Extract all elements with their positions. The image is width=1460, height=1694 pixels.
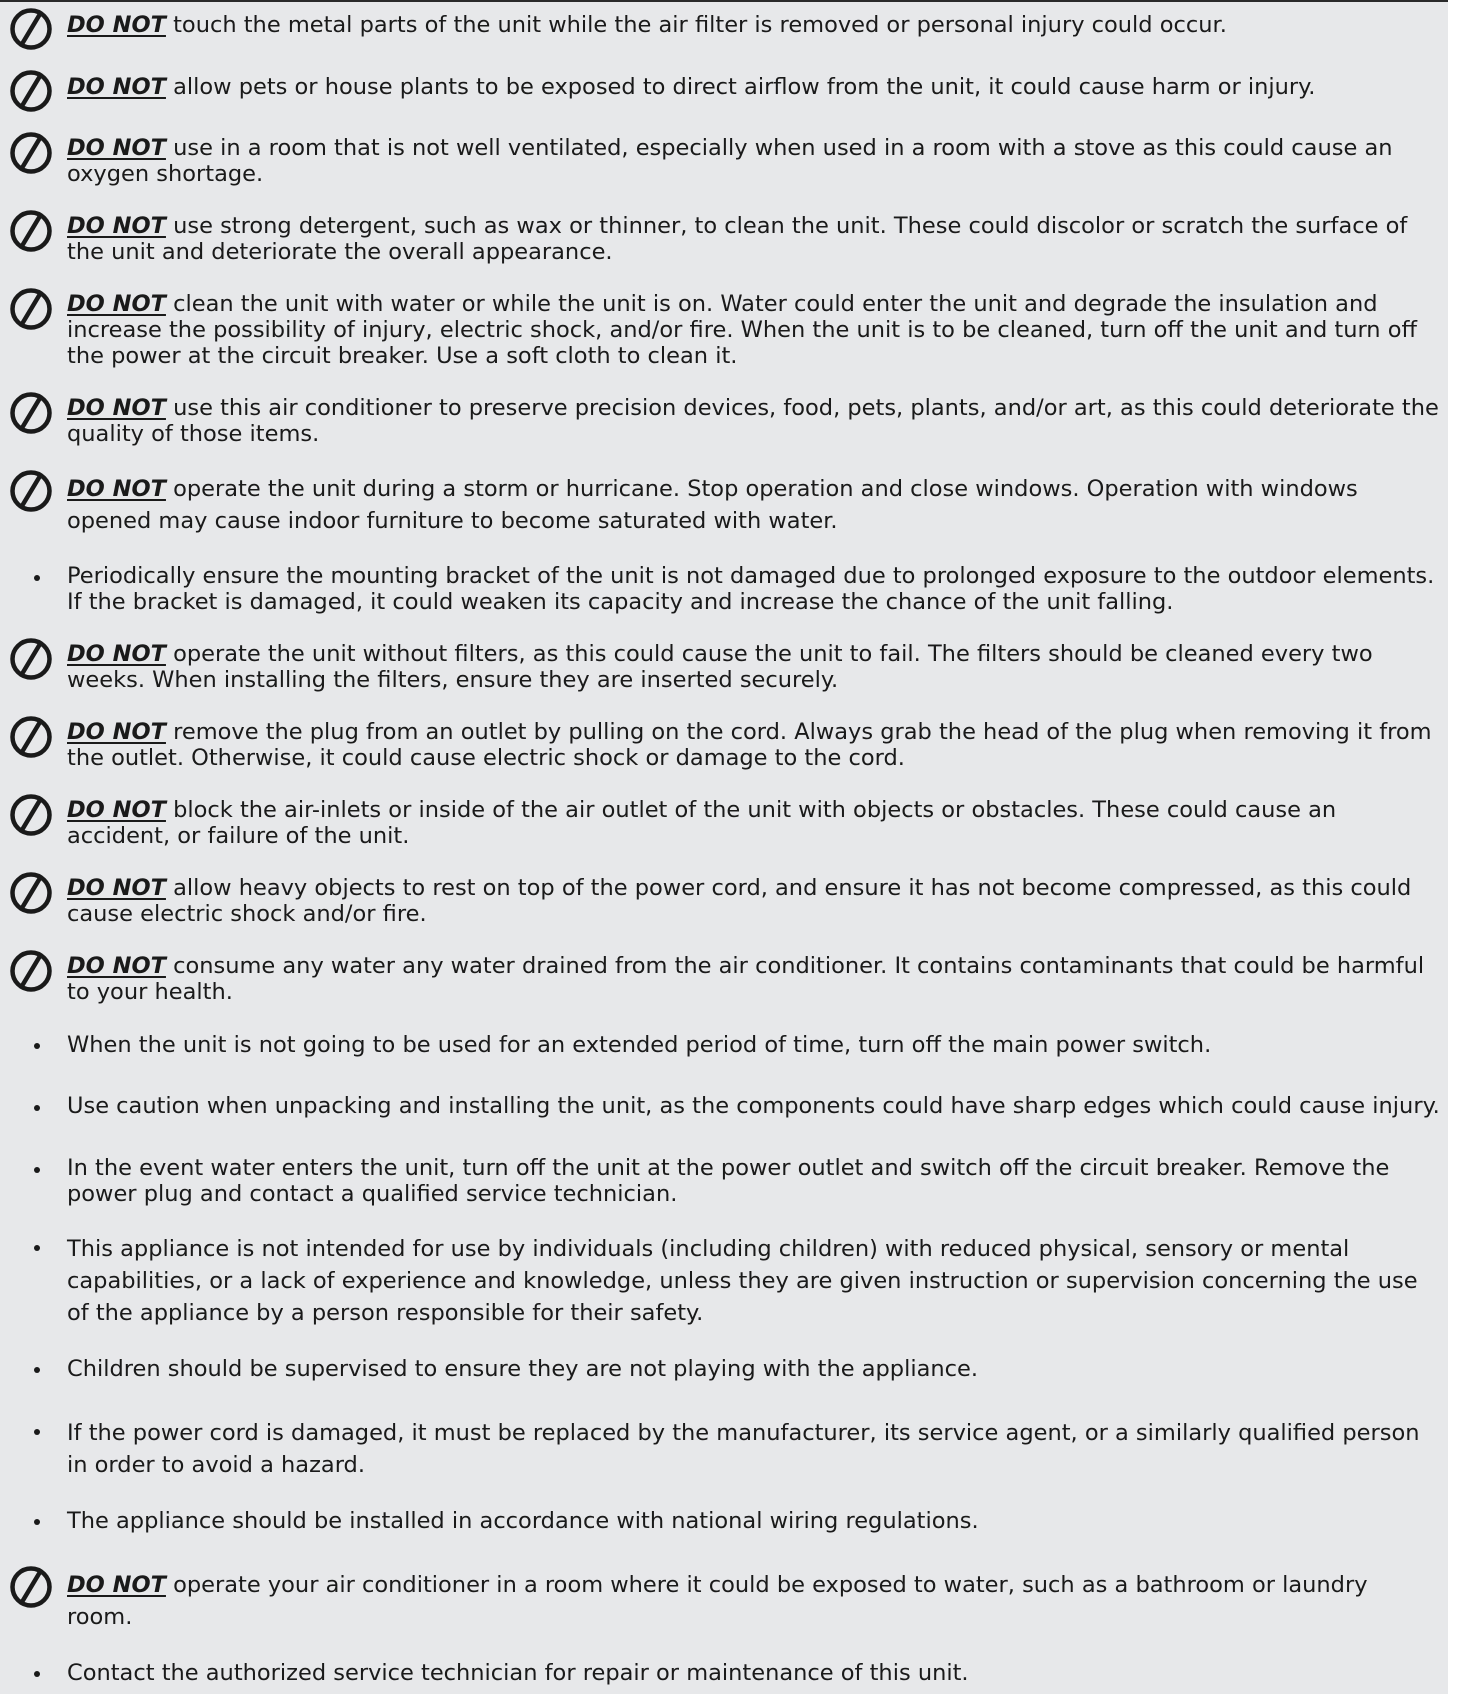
prohibition-icon bbox=[0, 953, 67, 989]
prohibition-item bbox=[0, 875, 1448, 927]
do-not-keyword: DO NOT bbox=[67, 719, 166, 745]
instruction-body: In the event water enters the unit, turn off the unit at the power outlet and switch off the circuit breaker. Remove the power plug and contact a qualified service technician. bbox=[67, 1155, 1390, 1207]
instruction-text bbox=[67, 11, 1448, 39]
bullet-item bbox=[0, 1507, 1448, 1543]
bullet-dot-icon bbox=[0, 1031, 67, 1067]
instruction-text bbox=[67, 291, 1448, 369]
bullet-item bbox=[0, 1155, 1448, 1207]
instruction-body: Use caution when unpacking and installing the unit, as the components could have sharp edges which could cause injury. bbox=[67, 1093, 1440, 1119]
prohibition-item bbox=[0, 73, 1448, 109]
bullet-dot-icon bbox=[0, 1355, 67, 1391]
instruction-body: Contact the authorized service technician for repair or maintenance of this unit. bbox=[67, 1660, 969, 1686]
instruction-text bbox=[67, 73, 1448, 101]
instruction-body: The appliance should be installed in accordance with national wiring regulations. bbox=[67, 1508, 979, 1534]
instruction-text bbox=[67, 1031, 1448, 1059]
bullet-dot-icon bbox=[0, 1507, 67, 1543]
instruction-text bbox=[67, 1233, 1448, 1329]
instruction-body: operate your air conditioner in a room where it could be exposed to water, such as a bathroom or laundry room. bbox=[67, 1572, 1368, 1630]
bullet-item bbox=[0, 1417, 1448, 1481]
prohibition-icon bbox=[0, 73, 67, 109]
prohibition-item bbox=[0, 291, 1448, 369]
bullet-dot-icon bbox=[0, 1417, 67, 1453]
instruction-body: Children should be supervised to ensure they are not playing with the appliance. bbox=[67, 1356, 978, 1382]
prohibition-icon bbox=[0, 395, 67, 431]
instruction-body: use strong detergent, such as wax or thinner, to clean the unit. These could discolor or scratch the surface of the unit and deteriorate the overall appearance. bbox=[67, 213, 1408, 265]
prohibition-icon bbox=[0, 135, 67, 171]
instruction-body: touch the metal parts of the unit while the air filter is removed or personal injury could occur. bbox=[165, 12, 1227, 38]
prohibition-item bbox=[0, 473, 1448, 537]
instruction-text bbox=[67, 1507, 1448, 1535]
do-not-keyword: DO NOT bbox=[67, 213, 166, 239]
prohibition-item bbox=[0, 797, 1448, 849]
prohibition-item bbox=[0, 213, 1448, 265]
prohibition-icon bbox=[0, 875, 67, 911]
bullet-dot-icon bbox=[0, 563, 67, 599]
instruction-body: When the unit is not going to be used for an extended period of time, turn off the main power switch. bbox=[67, 1032, 1212, 1058]
do-not-keyword: DO NOT bbox=[67, 12, 166, 38]
bullet-item bbox=[0, 1233, 1448, 1329]
bullet-item bbox=[0, 1031, 1448, 1067]
instruction-text bbox=[67, 875, 1448, 927]
instruction-body: allow pets or house plants to be exposed to direct airflow from the unit, it could cause harm or injury. bbox=[165, 74, 1316, 100]
bullet-dot-icon bbox=[0, 1233, 67, 1269]
prohibition-item bbox=[0, 135, 1448, 187]
prohibition-icon bbox=[0, 797, 67, 833]
do-not-keyword: DO NOT bbox=[67, 953, 166, 979]
prohibition-item bbox=[0, 641, 1448, 693]
prohibition-icon bbox=[0, 213, 67, 249]
prohibition-item bbox=[0, 11, 1448, 47]
prohibition-icon bbox=[0, 719, 67, 755]
instruction-text bbox=[67, 1355, 1448, 1383]
instruction-body: operate the unit without filters, as this could cause the unit to fail. The filters should be cleaned every two weeks. When installing the filters, ensure they are inserted securely. bbox=[67, 641, 1373, 693]
instruction-text bbox=[67, 1659, 1448, 1687]
bullet-dot-icon bbox=[0, 1093, 67, 1129]
bullet-item bbox=[0, 563, 1448, 615]
instruction-text bbox=[67, 797, 1448, 849]
instruction-body: Periodically ensure the mounting bracket of the unit is not damaged due to prolonged exposure to the outdoor elements. If the bracket is damaged, it could weaken its capacity and increase the chance of the unit falling. bbox=[67, 563, 1435, 615]
prohibition-icon bbox=[0, 473, 67, 509]
bullet-dot-icon bbox=[0, 1155, 67, 1191]
bullet-item bbox=[0, 1355, 1448, 1391]
instruction-text bbox=[67, 135, 1448, 187]
instruction-body: This appliance is not intended for use by individuals (including children) with reduced physical, sensory or mental capabilities, or a lack of experience and knowledge, unless they are given instruction or supervision concerning the use of the appliance by a person responsible for their safety. bbox=[67, 1236, 1418, 1326]
instruction-text bbox=[67, 953, 1448, 1005]
safety-instructions-list bbox=[0, 11, 1448, 1694]
do-not-keyword: DO NOT bbox=[67, 875, 166, 901]
prohibition-item bbox=[0, 953, 1448, 1005]
instruction-body: use this air conditioner to preserve precision devices, food, pets, plants, and/or art, as this could deteriorate the quality of those items. bbox=[67, 395, 1439, 447]
instruction-text bbox=[67, 395, 1448, 447]
bullet-dot-icon bbox=[0, 1659, 67, 1694]
instruction-text bbox=[67, 1155, 1448, 1207]
do-not-keyword: DO NOT bbox=[67, 395, 166, 421]
do-not-keyword: DO NOT bbox=[67, 135, 166, 161]
instruction-text bbox=[67, 719, 1448, 771]
instruction-body: use in a room that is not well ventilated, especially when used in a room with a stove as this could cause an oxygen shortage. bbox=[67, 135, 1393, 187]
instruction-body: operate the unit during a storm or hurricane. Stop operation and close windows. Operation with windows opened may cause indoor furniture to become saturated with water. bbox=[67, 476, 1358, 534]
instruction-body: consume any water any water drained from the air conditioner. It contains contaminants that could be harmful to your health. bbox=[67, 953, 1425, 1005]
prohibition-item bbox=[0, 1569, 1448, 1633]
instruction-body: clean the unit with water or while the unit is on. Water could enter the unit and degrade the insulation and increase the possibility of injury, electric shock, and/or fire. When the unit is to be cleaned, turn off the unit and turn off the power at the circuit breaker. Use a soft cloth to clean it. bbox=[67, 291, 1417, 369]
prohibition-icon bbox=[0, 11, 67, 47]
instruction-body: If the power cord is damaged, it must be replaced by the manufacturer, its service agent, or a similarly qualified person in order to avoid a hazard. bbox=[67, 1420, 1420, 1478]
bullet-item bbox=[0, 1093, 1448, 1129]
instruction-body: block the air-inlets or inside of the air outlet of the unit with objects or obstacles. These could cause an accident, or failure of the unit. bbox=[67, 797, 1337, 849]
prohibition-item bbox=[0, 395, 1448, 447]
prohibition-item bbox=[0, 719, 1448, 771]
do-not-keyword: DO NOT bbox=[67, 476, 166, 502]
instruction-text bbox=[67, 473, 1448, 537]
instruction-body: allow heavy objects to rest on top of the power cord, and ensure it has not become compressed, as this could cause electric shock and/or fire. bbox=[67, 875, 1412, 927]
instruction-text bbox=[67, 1417, 1448, 1481]
bullet-item bbox=[0, 1659, 1448, 1694]
instruction-body: remove the plug from an outlet by pulling on the cord. Always grab the head of the plug when removing it from the outlet. Otherwise, it could cause electric shock or damage to the cord. bbox=[67, 719, 1432, 771]
instruction-text bbox=[67, 1093, 1448, 1119]
instruction-text bbox=[67, 641, 1448, 693]
do-not-keyword: DO NOT bbox=[67, 291, 166, 317]
do-not-keyword: DO NOT bbox=[67, 641, 166, 667]
prohibition-icon bbox=[0, 641, 67, 677]
instruction-text bbox=[67, 1569, 1448, 1633]
instruction-text bbox=[67, 213, 1448, 265]
instruction-text bbox=[67, 563, 1448, 615]
do-not-keyword: DO NOT bbox=[67, 797, 166, 823]
prohibition-icon bbox=[0, 1569, 67, 1605]
prohibition-icon bbox=[0, 291, 67, 327]
do-not-keyword: DO NOT bbox=[67, 74, 166, 100]
do-not-keyword: DO NOT bbox=[67, 1572, 166, 1598]
